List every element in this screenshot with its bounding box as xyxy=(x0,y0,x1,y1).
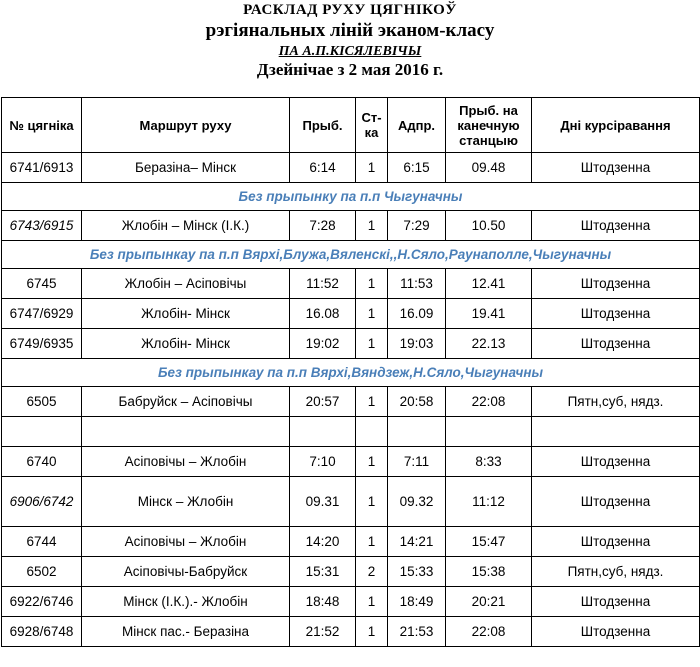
final-arrival: 22:08 xyxy=(446,617,532,647)
days: Штодзенна xyxy=(532,447,700,477)
stop: 1 xyxy=(356,617,388,647)
stop: 1 xyxy=(356,527,388,557)
route: Асіповічы – Жлобін xyxy=(82,447,290,477)
table-row xyxy=(2,153,700,183)
note-row xyxy=(2,359,700,387)
route: Мінск (І.К.).- Жлобін xyxy=(82,587,290,617)
table-row xyxy=(2,477,700,527)
header-operator: ПА А.П.КІСЯЛЕВІЧЫ xyxy=(278,44,422,59)
departure: 18:49 xyxy=(388,587,446,617)
departure: 20:58 xyxy=(388,387,446,417)
header-title: РАСКЛАД РУХУ ЦЯГНІКОЎ xyxy=(243,2,457,18)
route: Жлобін- Мінск xyxy=(82,329,290,359)
stop: 1 xyxy=(356,387,388,417)
col-route: Маршрут руху xyxy=(82,98,290,153)
route: Жлобін- Мінск xyxy=(82,299,290,329)
stop: 1 xyxy=(356,477,388,527)
train-no: 6505 xyxy=(2,387,82,417)
days: Пятн,суб, нядз. xyxy=(532,557,700,587)
table-row xyxy=(2,387,700,417)
departure: 19:03 xyxy=(388,329,446,359)
stop: 1 xyxy=(356,587,388,617)
arrival: 18:48 xyxy=(290,587,356,617)
train-no: 6747/6929 xyxy=(2,299,82,329)
arrival: 15:31 xyxy=(290,557,356,587)
table-row xyxy=(2,527,700,557)
route: Бабруйск – Асіповічы xyxy=(82,387,290,417)
final-arrival: 22.13 xyxy=(446,329,532,359)
train-no: 6749/6935 xyxy=(2,329,82,359)
timetable xyxy=(1,97,700,647)
stop: 2 xyxy=(356,557,388,587)
table-row xyxy=(2,617,700,647)
departure: 6:15 xyxy=(388,153,446,183)
final-arrival: 19.41 xyxy=(446,299,532,329)
stop: 1 xyxy=(356,269,388,299)
arrival: 09.31 xyxy=(290,477,356,527)
route: Мінск пас.- Беразіна xyxy=(82,617,290,647)
col-departure: Адпр. xyxy=(388,98,446,153)
days: Штодзенна xyxy=(532,527,700,557)
route: Мінск – Жлобін xyxy=(82,477,290,527)
days: Штодзенна xyxy=(532,299,700,329)
days: Штодзенна xyxy=(532,617,700,647)
days: Штодзенна xyxy=(532,587,700,617)
departure: 11:53 xyxy=(388,269,446,299)
table-row xyxy=(2,447,700,477)
note-text: Без прыпынку па п.п Чыгуначны xyxy=(2,183,700,211)
departure: 14:21 xyxy=(388,527,446,557)
route: Беразіна– Мінск xyxy=(82,153,290,183)
stop: 1 xyxy=(356,447,388,477)
stop: 1 xyxy=(356,211,388,241)
days: Штодзенна xyxy=(532,329,700,359)
arrival: 16.08 xyxy=(290,299,356,329)
note-text: Без прыпынкау па п.п Вярхі,Вяндзеж,Н.Сяло,Чыгуначны xyxy=(2,359,700,387)
route: Асіповічы – Жлобін xyxy=(82,527,290,557)
train-no: 6502 xyxy=(2,557,82,587)
arrival: 19:02 xyxy=(290,329,356,359)
route: Жлобін – Асіповічы xyxy=(82,269,290,299)
empty-row xyxy=(2,417,700,447)
final-arrival: 09.48 xyxy=(446,153,532,183)
col-arrival: Прыб. xyxy=(290,98,356,153)
train-no: 6740 xyxy=(2,447,82,477)
days: Штодзенна xyxy=(532,211,700,241)
train-no: 6743/6915 xyxy=(2,211,82,241)
col-final-arrival: Прыб. на канечную станцыю xyxy=(446,98,532,153)
arrival: 21:52 xyxy=(290,617,356,647)
days: Пятн,суб, нядз. xyxy=(532,387,700,417)
train-no: 6741/6913 xyxy=(2,153,82,183)
departure: 16.09 xyxy=(388,299,446,329)
table-row xyxy=(2,587,700,617)
days: Штодзенна xyxy=(532,477,700,527)
table-row xyxy=(2,299,700,329)
arrival: 14:20 xyxy=(290,527,356,557)
stop: 1 xyxy=(356,329,388,359)
final-arrival: 8:33 xyxy=(446,447,532,477)
days: Штодзенна xyxy=(532,269,700,299)
final-arrival: 12.41 xyxy=(446,269,532,299)
departure: 15:33 xyxy=(388,557,446,587)
stop: 1 xyxy=(356,153,388,183)
arrival: 20:57 xyxy=(290,387,356,417)
col-train-no: № цягніка xyxy=(2,98,82,153)
table-row xyxy=(2,269,700,299)
final-arrival: 20:21 xyxy=(446,587,532,617)
departure: 7:29 xyxy=(388,211,446,241)
table-row xyxy=(2,557,700,587)
train-no: 6922/6746 xyxy=(2,587,82,617)
col-stop: Ст-ка xyxy=(356,98,388,153)
table-row xyxy=(2,211,700,241)
note-text: Без прыпынкау па п.п Вярхі,Блужа,Вяленскі,,Н.Сяло,Раунаполле,Чыгуначны xyxy=(2,241,700,269)
departure: 7:11 xyxy=(388,447,446,477)
days: Штодзенна xyxy=(532,153,700,183)
final-arrival: 10.50 xyxy=(446,211,532,241)
departure: 21:53 xyxy=(388,617,446,647)
route: Жлобін – Мінск (І.К.) xyxy=(82,211,290,241)
route: Асіповічы-Бабруйск xyxy=(82,557,290,587)
final-arrival: 15:47 xyxy=(446,527,532,557)
arrival: 6:14 xyxy=(290,153,356,183)
final-arrival: 15:38 xyxy=(446,557,532,587)
train-no: 6745 xyxy=(2,269,82,299)
arrival: 7:28 xyxy=(290,211,356,241)
train-no: 6744 xyxy=(2,527,82,557)
departure: 09.32 xyxy=(388,477,446,527)
arrival: 7:10 xyxy=(290,447,356,477)
final-arrival: 22:08 xyxy=(446,387,532,417)
arrival: 11:52 xyxy=(290,269,356,299)
table-header-row xyxy=(2,98,700,153)
header-subtitle: рэгіянальных ліній эканом-класу xyxy=(205,20,495,41)
final-arrival: 11:12 xyxy=(446,477,532,527)
train-no: 6928/6748 xyxy=(2,617,82,647)
col-days: Дні курсіравання xyxy=(532,98,700,153)
header-valid-from: Дзейнічае з 2 мая 2016 г. xyxy=(256,60,444,79)
stop: 1 xyxy=(356,299,388,329)
note-row xyxy=(2,183,700,211)
table-row xyxy=(2,329,700,359)
note-row xyxy=(2,241,700,269)
train-no: 6906/6742 xyxy=(2,477,82,527)
